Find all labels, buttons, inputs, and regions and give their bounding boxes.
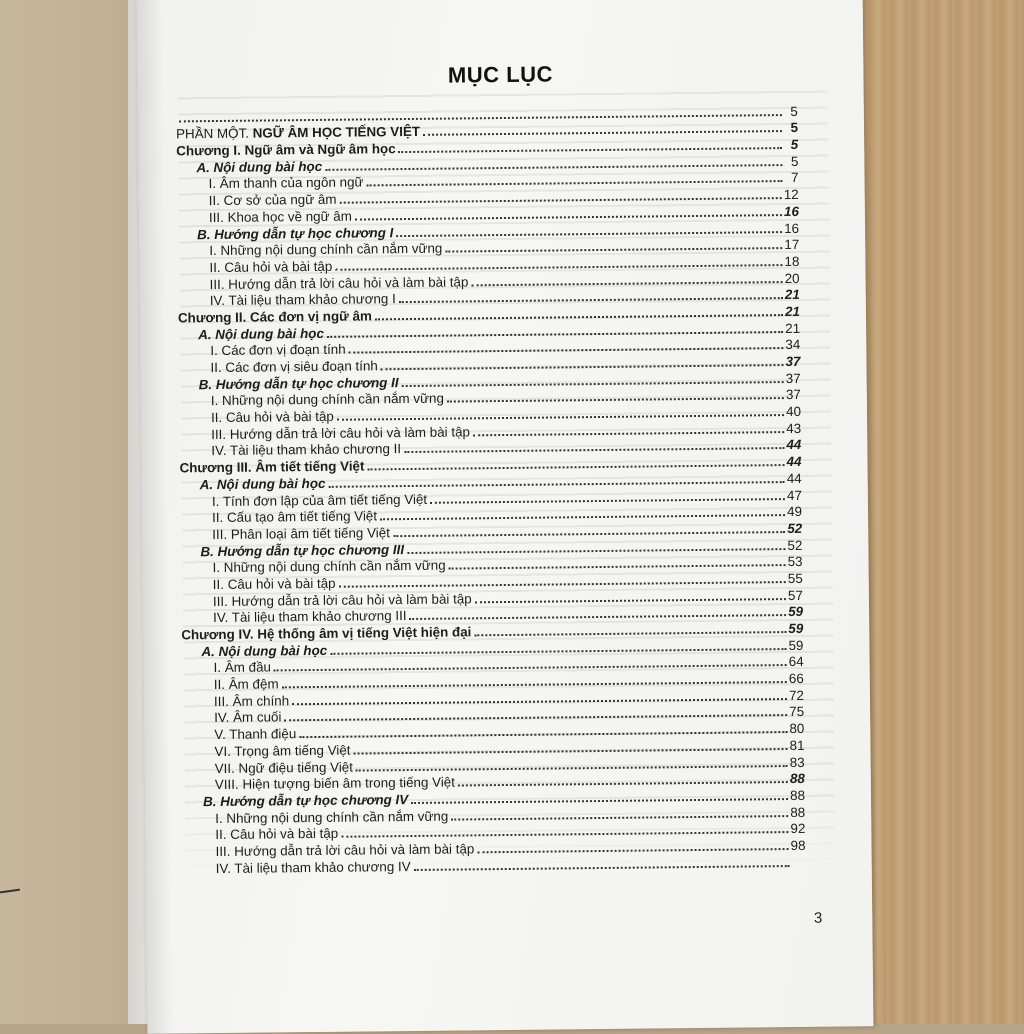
toc-entry-title	[176, 124, 420, 142]
toc-entry-page: 44	[786, 437, 801, 452]
toc-entry-page: 59	[788, 604, 803, 619]
toc-entry-page: 64	[789, 654, 804, 669]
page-number: 3	[814, 910, 823, 927]
toc-entry-page: 18	[784, 254, 799, 269]
toc-entry-title: III. Hướng dẫn trả lời câu hỏi và làm bài tập	[210, 274, 469, 292]
toc-entry-title: B. Hướng dẫn tự học chương I	[197, 225, 393, 242]
toc-entry-page: 16	[784, 204, 799, 219]
toc-entry-page: 37	[786, 371, 801, 386]
dot-leader	[477, 848, 788, 853]
toc-entry-page: 5	[784, 154, 798, 169]
toc-entry-title: Chương III. Âm tiết tiếng Việt	[179, 459, 364, 476]
toc-entry-page: 44	[787, 471, 802, 486]
toc-entry-title: III. Khoa học về ngữ âm	[209, 208, 352, 224]
toc-part-prefix: PHẦN MỘT.	[176, 126, 253, 142]
toc-entry-title: VII. Ngữ điệu tiếng Việt	[215, 759, 353, 775]
toc-entry-title: III. Hướng dẫn trả lời câu hỏi và làm bài tập	[213, 591, 472, 609]
toc-entry-page: 16	[784, 220, 799, 235]
toc-entry-title: A. Nội dung bài học	[196, 159, 322, 175]
toc-entry-page: 88	[790, 788, 805, 803]
toc-entry-title: III. Âm chính	[214, 693, 289, 709]
toc-entry-title: A. Nội dung bài học	[200, 476, 326, 492]
toc-entry-title: II. Câu hỏi và bài tập	[209, 259, 332, 275]
toc-entry-page: 83	[790, 754, 805, 769]
toc-entry-page: 5	[784, 104, 798, 119]
toc-entry-title: I. Những nội dung chính cần nắm vững	[215, 808, 448, 825]
toc-entry-title: I. Âm thanh của ngôn ngữ	[208, 175, 363, 192]
toc-entry-page: 7	[784, 170, 798, 185]
toc-entry-title: I. Âm đầu	[214, 660, 271, 676]
toc-entry-page: 40	[786, 404, 801, 419]
toc-entry-page: 98	[791, 838, 806, 853]
toc-entry-page: 5	[784, 137, 798, 152]
toc-entry-page: 21	[785, 321, 800, 336]
toc-entry-page: 80	[789, 721, 804, 736]
toc-entry-page: 37	[786, 387, 801, 402]
toc-entry-title: I. Các đơn vị đoạn tính	[210, 342, 345, 358]
toc-entry-title: II. Câu hỏi và bài tập	[213, 576, 336, 592]
toc-entry-title: V. Thanh điệu	[214, 726, 296, 742]
toc-entry-page: 53	[788, 554, 803, 569]
toc-entry-title: Chương IV. Hệ thống âm vị tiếng Việt hiện đại	[181, 624, 471, 642]
toc-entry-title: Chương I. Ngữ âm và Ngữ âm học	[176, 141, 396, 158]
toc-entry-title: IV. Tài liệu tham khảo chương III	[213, 608, 407, 625]
dot-leader	[414, 865, 790, 871]
toc-entry-page: 52	[787, 521, 802, 536]
toc-entry-title: Chương II. Các đơn vị ngữ âm	[178, 308, 372, 325]
toc-entry-title: B. Hướng dẫn tự học chương IV	[203, 792, 408, 809]
toc-entry-page: 37	[785, 354, 800, 369]
toc-entry-title: VI. Trọng âm tiếng Việt	[214, 742, 350, 758]
toc-entry-title: III. Phân loại âm tiết tiếng Việt	[212, 525, 390, 542]
toc-entry-title: A. Nội dung bài học	[201, 643, 327, 659]
toc-entry-page: 59	[788, 621, 803, 636]
toc-entry-title: II. Cơ sở của ngữ âm	[209, 192, 337, 208]
toc-entry-title: I. Tính đơn lập của âm tiết tiếng Việt	[212, 491, 427, 508]
toc-entry-page: 55	[788, 571, 803, 586]
toc-entry-page: 17	[784, 237, 799, 252]
toc-entry-title: II. Cấu tạo âm tiết tiếng Việt	[212, 509, 377, 526]
toc-entry-title: I. Những nội dung chính cần nắm vững	[209, 241, 442, 258]
toc-entry-title: B. Hướng dẫn tự học chương III	[200, 542, 404, 559]
toc-entry-page: 52	[787, 537, 802, 552]
page-title: MỤC LỤC	[137, 58, 863, 92]
toc-entry-title: IV. Tài liệu tham khảo chương II	[211, 442, 401, 459]
toc-entry-title: B. Hướng dẫn tự học chương II	[199, 375, 399, 392]
toc-entry-page: 5	[784, 120, 798, 135]
toc-entry-page: 43	[786, 421, 801, 436]
toc-entry-title: II. Âm đệm	[214, 676, 279, 692]
toc-entry-page: 88	[790, 771, 805, 786]
toc-entry-title: II. Các đơn vị siêu đoạn tính	[210, 358, 377, 375]
toc-entry-page: 44	[787, 454, 802, 469]
toc-entry-page: 21	[785, 287, 800, 302]
toc-entry-title: II. Câu hỏi và bài tập	[211, 409, 334, 425]
toc-entry-page: 81	[789, 738, 804, 753]
toc-entry-page: 75	[789, 704, 804, 719]
toc-entry-title: II. Câu hỏi và bài tập	[215, 826, 338, 842]
toc-entry-page: 88	[790, 804, 805, 819]
desk-background-left	[0, 0, 130, 1024]
toc-entry-title: IV. Tài liệu tham khảo chương I	[210, 291, 396, 308]
toc-entry-page: 92	[790, 821, 805, 836]
toc-entry-page: 66	[789, 671, 804, 686]
toc-entry-title: IV. Tài liệu tham khảo chương IV	[216, 859, 411, 876]
toc-part-title: NGỮ ÂM HỌC TIẾNG VIỆT	[253, 124, 420, 141]
table-of-contents	[176, 102, 806, 876]
dot-leader	[474, 631, 786, 636]
toc-entry-title: I. Những nội dung chính cần nắm vững	[211, 391, 444, 408]
toc-entry-page: 20	[785, 270, 800, 285]
dot-leader	[475, 598, 786, 603]
toc-entry-page: 34	[785, 337, 800, 352]
toc-entry-page: 47	[787, 487, 802, 502]
dot-leader	[471, 281, 782, 286]
toc-entry-title: III. Hướng dẫn trả lời câu hỏi và làm bài tập	[215, 841, 474, 859]
dot-leader	[473, 431, 784, 436]
wooden-table-surface	[864, 0, 1024, 1024]
toc-entry-title: A. Nội dung bài học	[198, 326, 324, 342]
toc-entry-page: 12	[784, 187, 799, 202]
toc-entry-page: 59	[788, 638, 803, 653]
toc-entry-page: 57	[788, 588, 803, 603]
toc-entry-title: VIII. Hiện tượng biến âm trong tiếng Việt	[215, 775, 455, 793]
toc-entry-title: I. Những nội dung chính cần nắm vững	[213, 558, 446, 575]
toc-entry-page: 72	[789, 688, 804, 703]
toc-entry-title: IV. Âm cuối	[214, 710, 281, 726]
book-page	[137, 0, 874, 1034]
toc-entry-page: 49	[787, 504, 802, 519]
toc-entry-page: 21	[785, 304, 800, 319]
toc-entry-title: III. Hướng dẫn trả lời câu hỏi và làm bài tập	[211, 424, 470, 442]
